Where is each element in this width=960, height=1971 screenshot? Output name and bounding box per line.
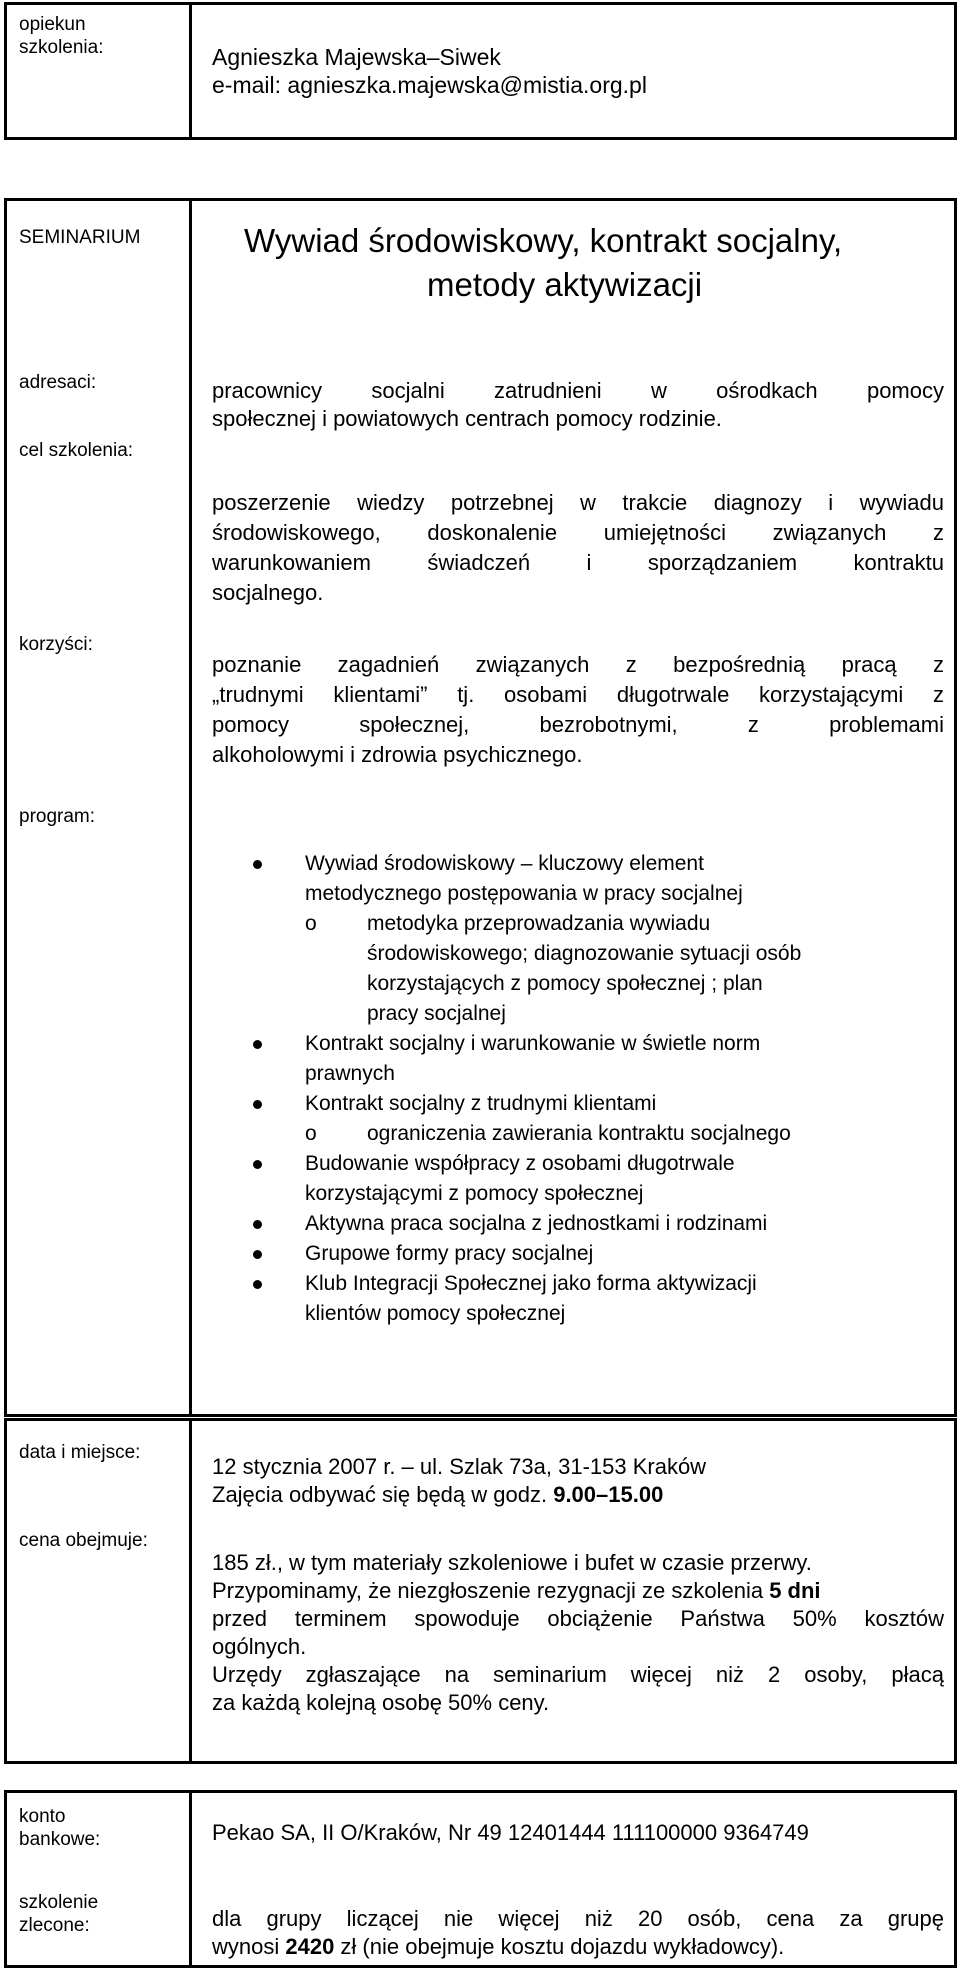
program-label: program: bbox=[19, 806, 96, 827]
korzysci-line1: poznanie zagadnień związanych z bezpośrednią pracą z bbox=[212, 652, 944, 677]
cel-line1: poszerzenie wiedzy potrzebnej w trakcie diagnozy i wywiadu bbox=[212, 490, 944, 515]
price-line1: 185 zł., w tym materiały szkoleniowe i bufet w czasie przerwy. bbox=[212, 1550, 812, 1575]
date-line2: Zajęcia odbywać się będą w godz. 9.00–15.00 bbox=[212, 1482, 664, 1507]
list-item: Budowanie współpracy z osobami długotrwale korzystającymi z pomocy społecznej bbox=[305, 1149, 955, 1209]
date-price-box bbox=[4, 1418, 957, 1764]
program-list bbox=[305, 849, 955, 1329]
date-label: data i miejsce: bbox=[19, 1442, 141, 1463]
date-line1: 12 stycznia 2007 r. – ul. Szlak 73a, 31-153 Kraków bbox=[212, 1454, 707, 1479]
circle-bullet-icon: o bbox=[305, 1122, 317, 1145]
price-line4: ogólnych. bbox=[212, 1634, 307, 1659]
korzysci-line4: alkoholowymi i zdrowia psychicznego. bbox=[212, 742, 583, 767]
bullet-icon bbox=[253, 1160, 262, 1169]
bullet-icon bbox=[253, 1100, 262, 1109]
circle-bullet-icon: o bbox=[305, 912, 317, 935]
korzysci-label: korzyści: bbox=[19, 634, 93, 655]
bullet-icon bbox=[253, 1040, 262, 1049]
adresaci-line2: społecznej i powiatowych centrach pomocy rodzinie. bbox=[212, 406, 722, 431]
column-divider bbox=[189, 1793, 192, 1965]
list-item: o ograniczenia zawierania kontraktu socjalnego bbox=[305, 1119, 955, 1149]
price-line3: przed terminem spowoduje obciążenie Państwa 50% kosztów bbox=[212, 1606, 944, 1631]
price-label: cena obejmuje: bbox=[19, 1530, 148, 1551]
bank-label: konto bankowe: bbox=[19, 1806, 101, 1850]
cel-line3: warunkowaniem świadczeń i sporządzaniem kontraktu bbox=[212, 550, 944, 575]
list-item: Kontrakt socjalny z trudnymi klientami bbox=[305, 1089, 955, 1119]
price-line2: Przypominamy, że niezgłoszenie rezygnacji ze szkolenia 5 dni bbox=[212, 1578, 821, 1603]
column-divider bbox=[189, 5, 192, 137]
seminar-title-line1: Wywiad środowiskowy, kontrakt socjalny, bbox=[244, 222, 843, 259]
seminar-label: SEMINARIUM bbox=[19, 227, 141, 248]
trainer-label: opiekun szkolenia: bbox=[19, 14, 104, 58]
cel-line2: środowiskowego, doskonalenie umiejętności związanych z bbox=[212, 520, 944, 545]
list-item: Wywiad środowiskowy – kluczowy element metodycznego postępowania w pracy socjalnej bbox=[305, 849, 955, 909]
trainer-name: Agnieszka Majewska–Siwek bbox=[212, 44, 501, 70]
seminar-box bbox=[4, 198, 957, 1417]
column-divider bbox=[189, 1421, 192, 1761]
price-line5: Urzędy zgłaszające na seminarium więcej niż 2 osoby, płacą bbox=[212, 1662, 944, 1687]
list-item: Aktywna praca socjalna z jednostkami i rodzinami bbox=[305, 1209, 955, 1239]
cel-label: cel szkolenia: bbox=[19, 440, 134, 461]
list-item: Klub Integracji Społecznej jako forma aktywizacji klientów pomocy społecznej bbox=[305, 1269, 955, 1329]
bank-account: Pekao SA, II O/Kraków, Nr 49 12401444 111100000 9364749 bbox=[212, 1820, 809, 1845]
commissioned-line2: wynosi 2420 zł (nie obejmuje kosztu dojazdu wykładowcy). bbox=[212, 1934, 785, 1959]
list-item: Grupowe formy pracy socjalnej bbox=[305, 1239, 955, 1269]
commissioned-line1: dla grupy liczącej nie więcej niż 20 osób, cena za grupę bbox=[212, 1906, 944, 1931]
seminar-title-line2: metody aktywizacji bbox=[427, 266, 703, 303]
adresaci-label: adresaci: bbox=[19, 372, 97, 393]
list-item: Kontrakt socjalny i warunkowanie w świetle norm prawnych bbox=[305, 1029, 955, 1089]
bullet-icon bbox=[253, 1220, 262, 1229]
column-divider bbox=[189, 201, 192, 1414]
bank-box bbox=[4, 1790, 957, 1968]
list-item: o metodyka przeprowadzania wywiadu środowiskowego; diagnozowanie sytuacji osób korzystających z pomocy społecznej ; plan pracy socjalnej bbox=[305, 909, 955, 1029]
cel-line4: socjalnego. bbox=[212, 580, 324, 605]
trainer-box bbox=[4, 2, 957, 140]
bullet-icon bbox=[253, 1280, 262, 1289]
trainer-email[interactable]: e-mail: agnieszka.majewska@mistia.org.pl bbox=[212, 72, 647, 98]
adresaci-line1: pracownicy socjalni zatrudnieni w ośrodkach pomocy bbox=[212, 378, 944, 403]
korzysci-line3: pomocy społecznej, bezrobotnymi, z problemami bbox=[212, 712, 944, 737]
price-line6: za każdą kolejną osobę 50% ceny. bbox=[212, 1690, 550, 1715]
bullet-icon bbox=[253, 1250, 262, 1259]
bullet-icon bbox=[253, 860, 262, 869]
korzysci-line2: „trudnymi klientami” tj. osobami długotrwale korzystającymi z bbox=[212, 682, 944, 707]
commissioned-label: szkolenie zlecone: bbox=[19, 1892, 99, 1936]
